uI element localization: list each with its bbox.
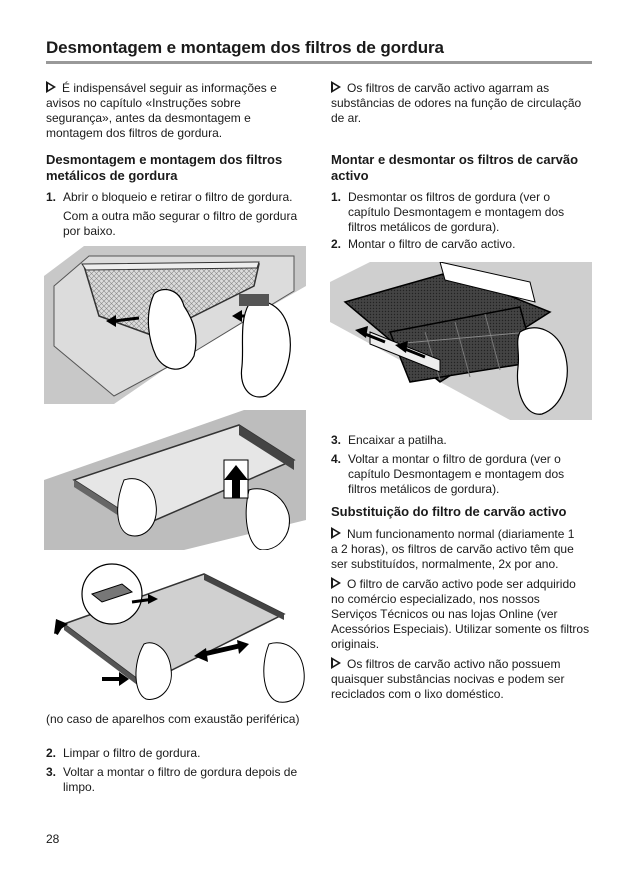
page-number: 28 [46, 832, 60, 846]
note-line: no comércio especializado, nos nossos [331, 592, 540, 606]
note-line: Acessórios Especiais). Utilizar somente os filtros [331, 622, 590, 636]
step-line: Com a outra mão segurar o filtro de gordura [63, 209, 298, 223]
grease-filter-lowering-illustration [44, 410, 306, 550]
title-rule [46, 61, 592, 64]
step-number: 1. [46, 190, 57, 204]
step-number: 4. [331, 452, 342, 466]
step-text [348, 190, 564, 235]
heading-line: Montar e desmontar os filtros de carvão [331, 152, 579, 167]
note-line: reciclados com o lixo doméstico. [331, 687, 504, 701]
right-intro-line: Os filtros de carvão activo agarram as [347, 81, 550, 95]
right-section-heading-1 [331, 152, 601, 184]
right-note-3 [331, 657, 601, 702]
step-line: capítulo Desmontagem e montagem dos [348, 205, 565, 219]
warning-triangle-icon [331, 657, 341, 669]
charcoal-filter-installation-illustration [330, 262, 592, 420]
step-line: limpo. [63, 780, 96, 794]
right-step-1 [331, 190, 601, 236]
page-title: Desmontagem e montagem dos filtros de gordura [46, 38, 444, 57]
step-line: Voltar a montar o filtro de gordura depois de [63, 765, 298, 779]
right-step-3 [331, 433, 601, 449]
note-line: ser substituídos, normalmente, 2x por ano. [331, 557, 559, 571]
warning-triangle-icon [331, 81, 341, 93]
step-text: Encaixar a patilha. [348, 433, 447, 447]
left-intro-line: segurança», antes da desmontagem e [46, 111, 251, 125]
note-line: a 2 horas), os filtros de carvão activo têm que [331, 542, 574, 556]
step-line: Voltar a montar o filtro de gordura (ver o [348, 452, 561, 466]
figure-caption: (no caso de aparelhos com exaustão periférica) [46, 712, 300, 726]
right-note-1 [331, 527, 601, 572]
right-step-2 [331, 237, 601, 253]
step-text [348, 452, 564, 497]
warning-triangle-icon [331, 577, 341, 589]
warning-triangle-icon [331, 527, 341, 539]
left-step-3 [46, 765, 316, 797]
step-text: Limpar o filtro de gordura. [63, 746, 201, 760]
right-step-4 [331, 452, 601, 498]
heading-line: metálicos de gordura [46, 168, 178, 183]
step-line: Desmontar os filtros de gordura (ver o [348, 190, 551, 204]
right-section-heading-2: Substituição do filtro de carvão activo [331, 504, 567, 519]
note-line: originais. [331, 637, 380, 651]
heading-line: Desmontagem e montagem dos filtros [46, 152, 283, 167]
step-line: Abrir o bloqueio e retirar o filtro de gordura. [63, 190, 293, 204]
step-line: por baixo. [63, 224, 116, 238]
warning-triangle-icon [46, 81, 56, 93]
left-intro-line: avisos no capítulo «Instruções sobre [46, 96, 241, 110]
left-section-heading [46, 152, 316, 184]
step-number: 1. [331, 190, 342, 204]
note-line: Num funcionamento normal (diariamente 1 [347, 527, 575, 541]
right-note-2 [331, 577, 601, 652]
step-text: Montar o filtro de carvão activo. [348, 237, 516, 251]
step-number: 3. [331, 433, 342, 447]
step-text [63, 190, 297, 239]
note-line: Os filtros de carvão activo não possuem [347, 657, 561, 671]
step-number: 2. [46, 746, 57, 760]
step-number: 3. [46, 765, 57, 779]
heading-line: activo [331, 168, 369, 183]
step-line: filtros metálicos de gordura). [348, 220, 500, 234]
grease-filter-removal-illustration [44, 246, 306, 404]
note-line: O filtro de carvão activo pode ser adquirido [347, 577, 576, 591]
left-intro-line: É indispensável seguir as informações e [62, 81, 277, 95]
left-intro-line: montagem dos filtros de gordura. [46, 126, 223, 140]
right-intro-note [331, 81, 601, 126]
step-line: filtros metálicos de gordura). [348, 482, 500, 496]
right-intro-line: substâncias de odores na função de circulação [331, 96, 582, 110]
left-intro-note [46, 81, 316, 141]
grease-filter-latch-detail-illustration [44, 554, 306, 704]
note-line: quaisquer substâncias nocivas e podem ser [331, 672, 565, 686]
left-step-2 [46, 746, 316, 762]
note-line: Serviços Técnicos ou nas lojas Online (ver [331, 607, 558, 621]
step-text [63, 765, 297, 795]
right-intro-line: de ar. [331, 111, 362, 125]
step-line: capítulo Desmontagem e montagem dos [348, 467, 565, 481]
left-step-1 [46, 190, 316, 240]
step-number: 2. [331, 237, 342, 251]
